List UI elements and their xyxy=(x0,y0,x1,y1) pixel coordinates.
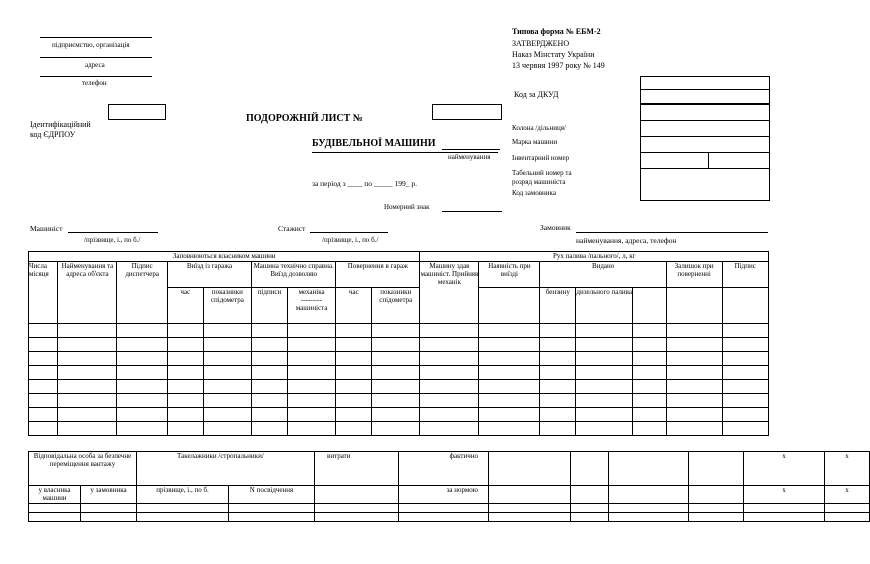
table-row xyxy=(29,380,769,394)
sub-mechanic: механіка xyxy=(298,288,325,296)
driver-sub: /прізвище, і., по б./ xyxy=(84,236,141,244)
x-mark-2: x xyxy=(825,452,870,486)
sub-speedo2: показники спідометра xyxy=(372,288,420,324)
tab-number-label: Табельний номер та xyxy=(512,169,572,177)
col-sign: Підпис xyxy=(722,262,768,288)
table-row xyxy=(29,352,769,366)
sub-hour2: час xyxy=(336,288,372,324)
period-text: за період з ____ по _____ 199_ р. xyxy=(312,179,418,188)
right-box-5 xyxy=(640,168,770,201)
sub-diesel: дизельного палива xyxy=(576,288,633,324)
doc-number-box xyxy=(432,104,502,120)
sub-hour: час xyxy=(167,288,203,324)
title-line1: ПОДОРОЖНІЙ ЛИСТ № xyxy=(246,113,363,124)
customer-line xyxy=(576,232,768,233)
ident-code-line1: Ідентифікаційний xyxy=(30,120,91,129)
col-issued: Видано xyxy=(540,262,666,288)
name-label: найменування xyxy=(448,153,491,161)
x-mark-3: x xyxy=(744,486,825,504)
owner-label: у власника машини xyxy=(29,486,81,504)
col-return: Повернення в гараж xyxy=(336,262,420,288)
col-dispatcher: Підпис диспетчера xyxy=(117,262,168,324)
col-fuel-at-exit: Наявність при виїзді xyxy=(479,262,540,288)
sub-signatures: підписи xyxy=(252,288,288,324)
sub-dashes: --------- xyxy=(301,296,323,304)
customer-label: Замовник xyxy=(540,223,571,232)
machine-name-line xyxy=(442,149,500,150)
number-plate-line xyxy=(442,211,502,212)
actual-label: фактично xyxy=(399,452,489,486)
by-norm-label: за нормою xyxy=(399,486,489,504)
title-line2: БУДІВЕЛЬНОЇ МАШИНИ xyxy=(312,138,436,149)
enterprise-label: підприємство, організація xyxy=(52,41,130,49)
enterprise-line xyxy=(40,37,152,38)
table-row xyxy=(29,394,769,408)
responsible-person: Відповідальна особа за безпечне переміщення вантажу xyxy=(29,452,137,486)
table-row xyxy=(29,324,769,338)
x-mark-1: x xyxy=(744,452,825,486)
trainee-label: Стажист xyxy=(278,224,306,233)
address-line xyxy=(40,57,152,58)
cert-label: N посвідчення xyxy=(229,486,315,504)
group-owner: Заповнюються власником машини xyxy=(29,252,420,262)
customer-code-label: Код замовника xyxy=(512,189,556,197)
sub-petrol: бензину xyxy=(540,288,576,324)
edrpou-box xyxy=(108,104,166,120)
phone-line xyxy=(40,76,152,77)
col-name-addr: Найменування та адреса об'єкта xyxy=(58,262,117,324)
trainee-sub: /прізвище, і., по б./ xyxy=(322,236,379,244)
order-date: 13 червня 1997 року № 149 xyxy=(512,61,605,70)
dkud-code-box xyxy=(640,89,770,104)
sub-driver: машиніста xyxy=(295,304,328,312)
trip-table xyxy=(28,251,769,436)
name-init-label: прізвище, і., по б. xyxy=(137,486,229,504)
group-fuel: Рух палива /пального/, л, кг xyxy=(420,252,769,262)
number-plate-label: Номерний знак xyxy=(384,203,430,211)
inventory-label: Інвентарний номер xyxy=(512,154,570,162)
trainee-line xyxy=(310,232,388,233)
riggers-table xyxy=(28,451,870,522)
col-depart: Виїзд із гаража xyxy=(167,262,251,288)
col-remaining: Залишок при поверненні xyxy=(666,262,722,288)
brand-label: Марка машини xyxy=(512,138,558,146)
x-mark-4: x xyxy=(825,486,870,504)
address-label: адреса xyxy=(85,61,105,69)
expense-label: витрати xyxy=(315,452,399,486)
table-row xyxy=(29,408,769,422)
col-machine-ok: Машина технічно справна. Виїзд дозволяю xyxy=(252,262,336,288)
driver-label: Машиніст xyxy=(30,224,63,233)
approved: ЗАТВЕРДЖЕНО xyxy=(512,39,570,48)
col-handed: Машину здав машиніст. Прийняв механік xyxy=(420,262,479,324)
sub-speedo: показники спідометра xyxy=(203,288,251,324)
order: Наказ Мінстату України xyxy=(512,50,595,59)
column-label: Колона /дільниця/ xyxy=(512,124,566,132)
col-day: Числа місяця xyxy=(29,262,58,324)
table-row xyxy=(29,422,769,436)
table-row xyxy=(29,338,769,352)
sub-mechanic-driver xyxy=(287,288,335,324)
riggers-label: Такелажники /стропальники/ xyxy=(137,452,315,486)
table-row xyxy=(29,366,769,380)
ident-code-line2: код ЄДРПОУ xyxy=(30,130,76,139)
customer-sub: найменування, адреса, телефон xyxy=(576,236,677,245)
form-type: Типова форма № ЕБМ-2 xyxy=(512,27,601,36)
driver-line xyxy=(68,232,158,233)
phone-label: телефон xyxy=(82,79,107,87)
customer-label2: у замовника xyxy=(81,486,137,504)
grade-label: розряд машиніста xyxy=(512,178,566,186)
dkud-code-label: Код за ДКУД xyxy=(514,90,559,99)
